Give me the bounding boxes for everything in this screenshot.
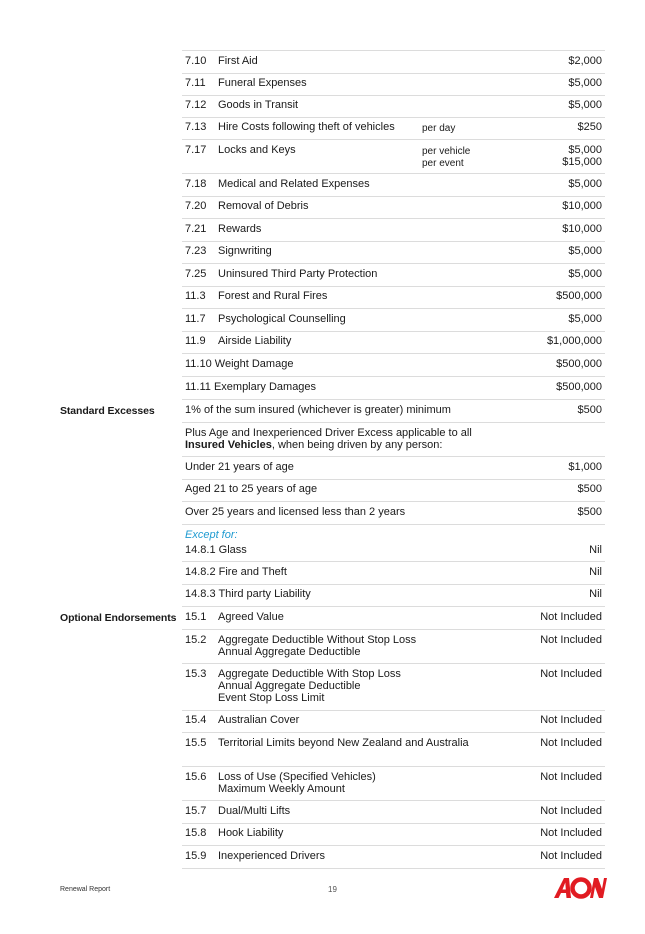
item-sublabel: Event Stop Loss Limit bbox=[218, 692, 325, 704]
item-number: 7.20 bbox=[185, 200, 207, 212]
excess-intro-rest: , when being driven by any person: bbox=[271, 439, 443, 451]
item-number: 15.9 bbox=[185, 850, 207, 862]
item-label: Agreed Value bbox=[218, 611, 284, 623]
aon-logo bbox=[552, 874, 608, 907]
excess-intro-line bbox=[185, 439, 442, 452]
table-row bbox=[182, 51, 605, 74]
item-number: 15.8 bbox=[185, 827, 207, 839]
item-number: 7.12 bbox=[185, 99, 207, 111]
table-row bbox=[182, 561, 605, 585]
table-row bbox=[182, 263, 605, 287]
item-label: Inexperienced Drivers bbox=[218, 850, 325, 862]
item-amount: Not Included bbox=[540, 827, 602, 839]
table-row bbox=[182, 663, 605, 711]
item-number: 7.25 bbox=[185, 268, 207, 280]
table-row bbox=[182, 584, 605, 607]
item-label: Hook Liability bbox=[218, 827, 284, 839]
table-row bbox=[182, 399, 605, 423]
item-amount: $500,000 bbox=[556, 381, 602, 393]
item-label: Goods in Transit bbox=[218, 99, 299, 111]
item-amount: $1,000 bbox=[568, 461, 602, 473]
item-number: 11.9 bbox=[185, 335, 206, 347]
item-number: 7.23 bbox=[185, 245, 207, 257]
item-amount: Not Included bbox=[540, 714, 602, 726]
item-label: First Aid bbox=[218, 55, 258, 67]
item-amount: $5,000 bbox=[568, 245, 602, 257]
item-label: Aggregate Deductible Without Stop Loss bbox=[218, 634, 417, 646]
excess-intro-line: Plus Age and Inexperienced Driver Excess applicable to all bbox=[185, 427, 472, 439]
item-label: 14.8.1 Glass bbox=[185, 544, 247, 556]
except-for-label: Except for: bbox=[185, 529, 238, 541]
item-number: 15.3 bbox=[185, 668, 207, 680]
item-number: 7.11 bbox=[185, 77, 206, 89]
table-row bbox=[182, 173, 605, 197]
item-label: Rewards bbox=[218, 223, 262, 235]
item-amount: Not Included bbox=[540, 737, 602, 749]
item-amount: $10,000 bbox=[562, 200, 602, 212]
table-row bbox=[182, 331, 605, 354]
item-amount: Not Included bbox=[540, 805, 602, 817]
table-row bbox=[182, 479, 605, 502]
item-number: 15.6 bbox=[185, 771, 207, 783]
item-label: Signwriting bbox=[218, 245, 272, 257]
item-number: 7.21 bbox=[185, 223, 207, 235]
item-amount: $5,000 bbox=[568, 99, 602, 111]
table-row bbox=[182, 629, 605, 664]
item-amount: $500 bbox=[577, 404, 602, 416]
table-row bbox=[182, 73, 605, 96]
item-sublabel: Annual Aggregate Deductible bbox=[218, 680, 361, 692]
item-amount: $500,000 bbox=[556, 358, 602, 370]
item-label: 11.11 Exemplary Damages bbox=[185, 381, 317, 393]
item-amount: Nil bbox=[589, 588, 602, 600]
item-label: 11.10 Weight Damage bbox=[185, 358, 294, 370]
item-amount: $5,000 bbox=[568, 178, 602, 190]
table-row bbox=[182, 117, 605, 140]
item-amount: $250 bbox=[577, 121, 602, 133]
table-row bbox=[182, 456, 605, 480]
item-amount: Nil bbox=[589, 544, 602, 556]
item-amount: $500 bbox=[577, 506, 602, 518]
footer-report-title: Renewal Report bbox=[60, 886, 111, 893]
item-number: 7.18 bbox=[185, 178, 207, 190]
item-sublabel: Maximum Weekly Amount bbox=[218, 783, 345, 795]
item-label: Aggregate Deductible With Stop Loss bbox=[218, 668, 401, 680]
table-row bbox=[182, 353, 605, 377]
item-label: Locks and Keys bbox=[218, 144, 296, 156]
table-row bbox=[182, 308, 605, 332]
item-label: Aged 21 to 25 years of age bbox=[185, 483, 318, 495]
table-row bbox=[182, 800, 605, 824]
item-amount: $10,000 bbox=[562, 223, 602, 235]
item-amount: Not Included bbox=[540, 668, 602, 680]
item-label: Hire Costs following theft of vehicles bbox=[218, 121, 395, 133]
table-row bbox=[182, 606, 605, 630]
item-amount: Not Included bbox=[540, 850, 602, 862]
item-label: Psychological Counselling bbox=[218, 313, 346, 325]
item-number: 15.7 bbox=[185, 805, 207, 817]
item-label: Funeral Expenses bbox=[218, 77, 307, 89]
item-amount: Nil bbox=[589, 566, 602, 578]
item-number: 15.5 bbox=[185, 737, 207, 749]
item-number: 7.10 bbox=[185, 55, 207, 67]
item-amount: $5,000 bbox=[568, 144, 602, 156]
item-number: 15.4 bbox=[185, 714, 207, 726]
item-amount: $1,000,000 bbox=[546, 335, 602, 347]
item-number: 15.1 bbox=[185, 611, 207, 623]
item-label: 1% of the sum insured (whichever is greater) minimum bbox=[185, 404, 451, 416]
table-row bbox=[182, 501, 605, 525]
item-amount: Not Included bbox=[540, 611, 602, 623]
item-amount: $15,000 bbox=[562, 156, 602, 168]
item-label: Uninsured Third Party Protection bbox=[218, 268, 378, 280]
table-row bbox=[182, 139, 605, 174]
table-row bbox=[182, 218, 605, 242]
table-row bbox=[182, 710, 605, 733]
item-qualifier: per day bbox=[422, 123, 456, 134]
item-label: 14.8.3 Third party Liability bbox=[185, 588, 311, 600]
insured-vehicles-term: Insured Vehicles bbox=[185, 439, 272, 451]
table-row bbox=[182, 376, 605, 400]
table-row bbox=[182, 241, 605, 264]
item-amount: $5,000 bbox=[568, 313, 602, 325]
table-row bbox=[182, 823, 605, 846]
item-number: 7.13 bbox=[185, 121, 207, 133]
item-label: Forest and Rural Fires bbox=[218, 290, 328, 302]
item-amount: $500 bbox=[577, 483, 602, 495]
item-label: Dual/Multi Lifts bbox=[218, 805, 291, 817]
aon-logo-icon bbox=[552, 874, 608, 902]
item-number: 7.17 bbox=[185, 144, 207, 156]
item-amount: $2,000 bbox=[568, 55, 602, 67]
table-row bbox=[182, 286, 605, 309]
item-label: Medical and Related Expenses bbox=[218, 178, 370, 190]
page-number: 19 bbox=[328, 885, 337, 894]
table-row bbox=[182, 196, 605, 219]
item-number: 11.3 bbox=[185, 290, 206, 302]
item-label: Territorial Limits beyond New Zealand and Australia bbox=[218, 737, 469, 749]
item-amount: $5,000 bbox=[568, 268, 602, 280]
section-heading-optional-endorsements: Optional Endorsements bbox=[60, 612, 177, 624]
item-amount: Not Included bbox=[540, 634, 602, 646]
item-number: 15.2 bbox=[185, 634, 207, 646]
item-label: Over 25 years and licensed less than 2 years bbox=[185, 506, 406, 518]
table-row bbox=[182, 845, 605, 869]
item-label: Australian Cover bbox=[218, 714, 300, 726]
table-row bbox=[182, 524, 605, 562]
table-row bbox=[182, 766, 605, 801]
item-number: 11.7 bbox=[185, 313, 206, 325]
item-label: Loss of Use (Specified Vehicles) bbox=[218, 771, 376, 783]
item-sublabel: Annual Aggregate Deductible bbox=[218, 646, 361, 658]
table-row bbox=[182, 732, 605, 767]
item-amount: $500,000 bbox=[556, 290, 602, 302]
item-amount: $5,000 bbox=[568, 77, 602, 89]
table-row bbox=[182, 422, 605, 457]
item-label: Removal of Debris bbox=[218, 200, 309, 212]
item-amount: Not Included bbox=[540, 771, 602, 783]
item-qualifier: per event bbox=[422, 158, 464, 169]
table-row bbox=[182, 95, 605, 118]
item-qualifier: per vehicle bbox=[422, 146, 471, 157]
section-heading-standard-excesses: Standard Excesses bbox=[60, 405, 155, 417]
item-label: 14.8.2 Fire and Theft bbox=[185, 566, 287, 578]
item-label: Airside Liability bbox=[218, 335, 292, 347]
item-label: Under 21 years of age bbox=[185, 461, 294, 473]
